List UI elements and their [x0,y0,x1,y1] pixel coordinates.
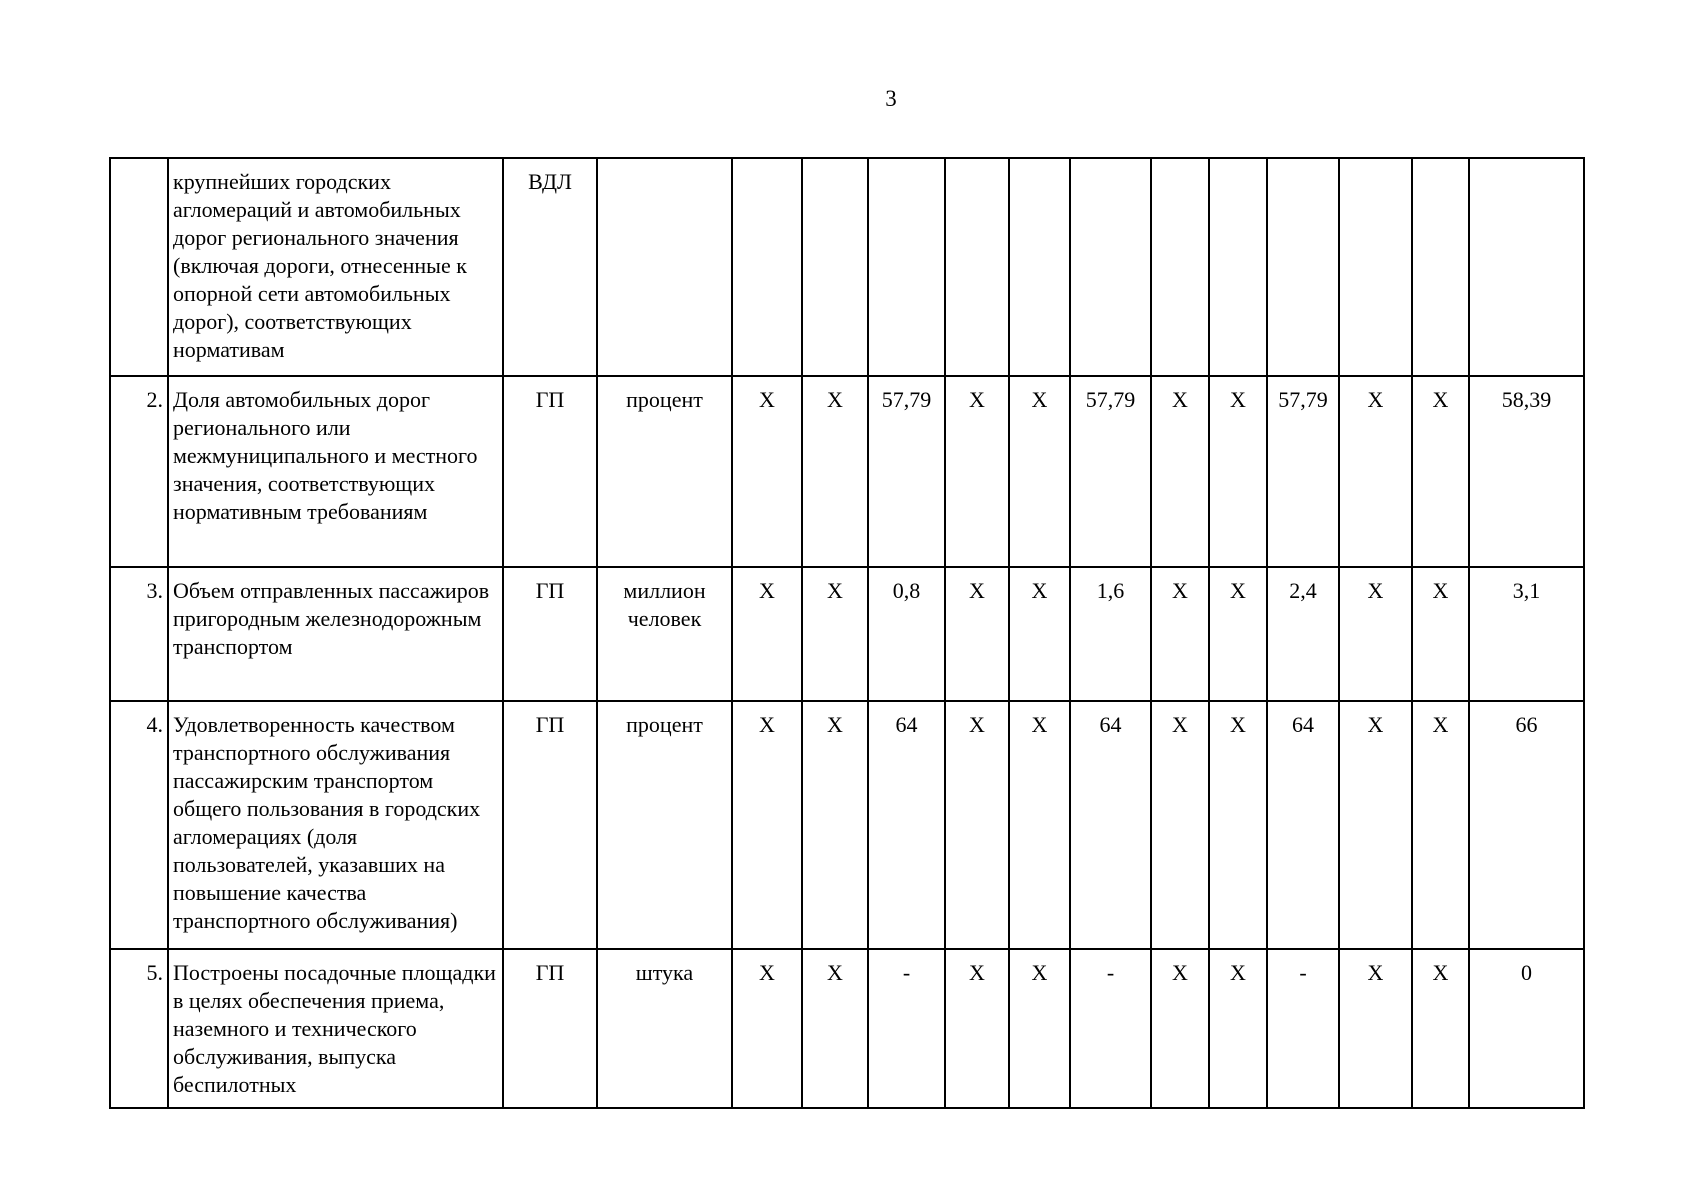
value-cell: X [1009,949,1070,1108]
row-number [110,158,168,376]
value-cell: 2,4 [1267,567,1339,701]
value-cell: X [802,567,868,701]
value-cell: 57,79 [868,376,945,567]
indicator-name: крупнейших городских агломераций и автомобильных дорог регионального значения (включая дороги, отнесенные к опорной сети автомобильных дорог), соответствующих нормативам [168,158,503,376]
value-cell: X [1412,701,1469,949]
indicators-table [109,157,1585,1109]
indicator-level: ГП [503,701,597,949]
row-number: 4. [110,701,168,949]
page-number: 3 [885,86,897,111]
value-cell: X [1412,376,1469,567]
value-cell: X [732,701,802,949]
value-cell: X [1151,376,1209,567]
table-row [110,567,1584,701]
value-cell: - [1267,949,1339,1108]
indicator-level: ГП [503,949,597,1108]
value-cell: X [1209,376,1267,567]
value-cell: 64 [1267,701,1339,949]
unit-of-measure [597,158,732,376]
value-cell: - [868,949,945,1108]
value-cell: X [1151,567,1209,701]
value-cell: X [802,376,868,567]
value-cell: 0 [1469,949,1584,1108]
value-cell [1267,158,1339,376]
value-cell: X [802,701,868,949]
value-cell [1412,158,1469,376]
row-number: 5. [110,949,168,1108]
row-number: 2. [110,376,168,567]
value-cell [1469,158,1584,376]
value-cell: X [732,376,802,567]
unit-of-measure: процент [597,376,732,567]
value-cell: X [1339,376,1412,567]
value-cell: X [945,701,1009,949]
value-cell: X [1209,701,1267,949]
value-cell: X [1209,567,1267,701]
unit-of-measure: штука [597,949,732,1108]
value-cell [802,158,868,376]
value-cell: X [945,949,1009,1108]
value-cell: X [1151,701,1209,949]
value-cell [1209,158,1267,376]
value-cell: X [802,949,868,1108]
indicator-name: Построены посадочные площадки в целях обеспечения приема, наземного и технического обслуживания, выпуска беспилотных [168,949,503,1108]
indicator-name: Удовлетворенность качеством транспортного обслуживания пассажирским транспортом общего пользования в городских агломерациях (доля пользователей, указавших на повышение качества транспортного обслуживания) [168,701,503,949]
value-cell [868,158,945,376]
indicator-level: ГП [503,376,597,567]
value-cell: X [1412,567,1469,701]
value-cell [732,158,802,376]
value-cell [1070,158,1151,376]
value-cell: 66 [1469,701,1584,949]
value-cell: X [1009,701,1070,949]
value-cell: X [1339,567,1412,701]
value-cell: 64 [868,701,945,949]
value-cell [1151,158,1209,376]
unit-of-measure: процент [597,701,732,949]
table-row [110,701,1584,949]
value-cell: X [1339,949,1412,1108]
value-cell: X [1009,567,1070,701]
indicator-name: Объем отправленных пассажиров пригородным железнодорожным транспортом [168,567,503,701]
value-cell: 3,1 [1469,567,1584,701]
value-cell: X [945,376,1009,567]
indicator-level: ВДЛ [503,158,597,376]
value-cell: X [1339,701,1412,949]
value-cell: X [1151,949,1209,1108]
value-cell: 0,8 [868,567,945,701]
table-row [110,158,1584,376]
unit-of-measure: миллион человек [597,567,732,701]
value-cell: 57,79 [1070,376,1151,567]
value-cell: X [1009,376,1070,567]
value-cell: 57,79 [1267,376,1339,567]
table-row [110,376,1584,567]
value-cell: - [1070,949,1151,1108]
value-cell: 64 [1070,701,1151,949]
table-row [110,949,1584,1108]
indicator-name: Доля автомобильных дорог регионального или межмуниципального и местного значения, соответствующих нормативным требованиям [168,376,503,567]
value-cell: X [1412,949,1469,1108]
value-cell: X [1209,949,1267,1108]
value-cell: 58,39 [1469,376,1584,567]
value-cell [945,158,1009,376]
value-cell: 1,6 [1070,567,1151,701]
indicator-level: ГП [503,567,597,701]
value-cell: X [945,567,1009,701]
value-cell: X [732,567,802,701]
value-cell [1009,158,1070,376]
value-cell: X [732,949,802,1108]
row-number: 3. [110,567,168,701]
value-cell [1339,158,1412,376]
